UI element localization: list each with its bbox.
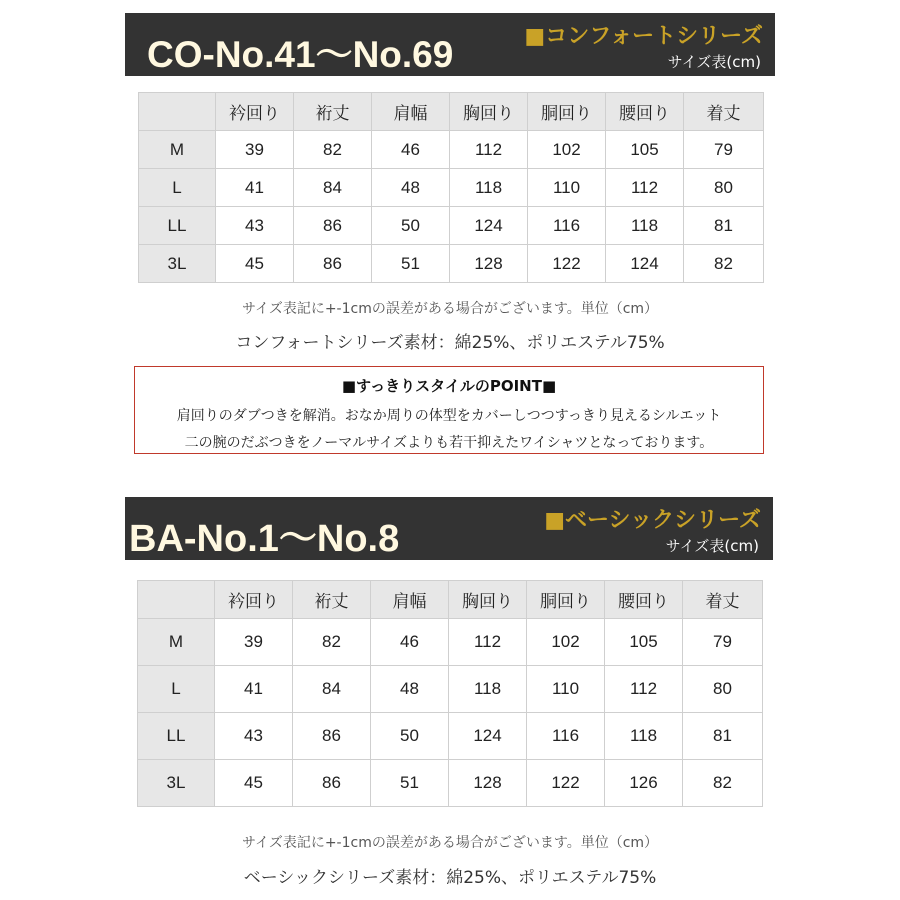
table-cell: 81 bbox=[684, 207, 764, 245]
table-row bbox=[139, 169, 764, 207]
table-cell: 102 bbox=[527, 619, 605, 666]
table-cell: 105 bbox=[605, 619, 683, 666]
table-cell: 118 bbox=[450, 169, 528, 207]
ba-header-row bbox=[138, 581, 763, 619]
table-cell: 79 bbox=[684, 131, 764, 169]
table-cell: 48 bbox=[371, 666, 449, 713]
ba-header-length: 着丈 bbox=[683, 581, 763, 619]
co-header-waist: 胴回り bbox=[528, 93, 606, 131]
table-cell: 124 bbox=[606, 245, 684, 283]
co-size-table bbox=[138, 92, 764, 283]
style-point-line-2: 二の腕のだぶつきをノーマルサイズよりも若干抑えたワイシャツとなっております。 bbox=[184, 435, 714, 451]
table-cell: 82 bbox=[684, 245, 764, 283]
table-cell: 84 bbox=[294, 169, 372, 207]
ba-series-code: BA-No.1〜No.8 bbox=[129, 518, 400, 560]
table-cell: 82 bbox=[683, 760, 763, 807]
size-label: L bbox=[138, 666, 215, 713]
table-cell: 79 bbox=[683, 619, 763, 666]
table-cell: 43 bbox=[216, 207, 294, 245]
ba-size-chart-label: サイズ表(cm) bbox=[665, 537, 759, 555]
table-cell: 50 bbox=[372, 207, 450, 245]
table-row bbox=[138, 619, 763, 666]
ba-header-waist: 胴回り bbox=[527, 581, 605, 619]
size-label: M bbox=[138, 619, 215, 666]
table-row bbox=[138, 760, 763, 807]
ba-header-corner bbox=[138, 581, 215, 619]
table-cell: 118 bbox=[606, 207, 684, 245]
size-label: LL bbox=[138, 713, 215, 760]
table-cell: 116 bbox=[527, 713, 605, 760]
size-label: 3L bbox=[138, 760, 215, 807]
co-tolerance-note: サイズ表記に+-1cmの誤差がある場合がございます。単位（cm） bbox=[241, 301, 659, 317]
table-cell: 82 bbox=[293, 619, 371, 666]
table-cell: 41 bbox=[216, 169, 294, 207]
table-row bbox=[139, 207, 764, 245]
table-cell: 86 bbox=[294, 245, 372, 283]
table-cell: 112 bbox=[450, 131, 528, 169]
table-row bbox=[139, 245, 764, 283]
table-cell: 102 bbox=[528, 131, 606, 169]
co-header-row bbox=[139, 93, 764, 131]
table-cell: 124 bbox=[450, 207, 528, 245]
table-cell: 82 bbox=[294, 131, 372, 169]
co-header-sleeve: 裄丈 bbox=[294, 93, 372, 131]
table-cell: 84 bbox=[293, 666, 371, 713]
style-point-box bbox=[134, 366, 764, 454]
table-row bbox=[138, 713, 763, 760]
table-cell: 118 bbox=[449, 666, 527, 713]
table-cell: 80 bbox=[683, 666, 763, 713]
table-cell: 112 bbox=[606, 169, 684, 207]
table-cell: 81 bbox=[683, 713, 763, 760]
ba-header-chest: 胸回り bbox=[449, 581, 527, 619]
ba-size-table bbox=[137, 580, 763, 807]
style-point-title: ■すっきりスタイルのPOINT■ bbox=[341, 377, 557, 395]
co-header-hip: 腰回り bbox=[606, 93, 684, 131]
table-cell: 46 bbox=[372, 131, 450, 169]
co-header-collar: 衿回り bbox=[216, 93, 294, 131]
size-label: LL bbox=[139, 207, 216, 245]
table-cell: 51 bbox=[372, 245, 450, 283]
table-cell: 50 bbox=[371, 713, 449, 760]
co-size-chart-label: サイズ表(cm) bbox=[667, 53, 761, 71]
table-cell: 128 bbox=[450, 245, 528, 283]
table-cell: 110 bbox=[527, 666, 605, 713]
co-header-length: 着丈 bbox=[684, 93, 764, 131]
table-cell: 110 bbox=[528, 169, 606, 207]
co-header-corner bbox=[139, 93, 216, 131]
table-cell: 43 bbox=[215, 713, 293, 760]
table-row bbox=[139, 131, 764, 169]
table-cell: 80 bbox=[684, 169, 764, 207]
table-cell: 128 bbox=[449, 760, 527, 807]
table-cell: 51 bbox=[371, 760, 449, 807]
co-series-code: CO-No.41〜No.69 bbox=[147, 34, 454, 75]
co-header-shoulder: 肩幅 bbox=[372, 93, 450, 131]
table-cell: 118 bbox=[605, 713, 683, 760]
table-cell: 124 bbox=[449, 713, 527, 760]
size-label: M bbox=[139, 131, 216, 169]
table-cell: 112 bbox=[449, 619, 527, 666]
table-cell: 45 bbox=[215, 760, 293, 807]
table-row bbox=[138, 666, 763, 713]
size-label: 3L bbox=[139, 245, 216, 283]
table-cell: 112 bbox=[605, 666, 683, 713]
table-cell: 105 bbox=[606, 131, 684, 169]
co-header-chest: 胸回り bbox=[450, 93, 528, 131]
table-cell: 86 bbox=[293, 760, 371, 807]
ba-header-sleeve: 裄丈 bbox=[293, 581, 371, 619]
table-cell: 46 bbox=[371, 619, 449, 666]
ba-series-name: ■ベーシックシリーズ bbox=[544, 508, 761, 533]
table-cell: 126 bbox=[605, 760, 683, 807]
table-cell: 48 bbox=[372, 169, 450, 207]
table-cell: 122 bbox=[527, 760, 605, 807]
co-series-name: ■コンフォートシリーズ bbox=[524, 24, 763, 49]
table-cell: 116 bbox=[528, 207, 606, 245]
co-material-note: コンフォートシリーズ素材：綿25%、ポリエステル75% bbox=[235, 333, 665, 353]
ba-material-note: ベーシックシリーズ素材：綿25%、ポリエステル75% bbox=[243, 868, 657, 888]
ba-header-hip: 腰回り bbox=[605, 581, 683, 619]
ba-series-banner bbox=[125, 497, 773, 560]
table-cell: 45 bbox=[216, 245, 294, 283]
table-cell: 41 bbox=[215, 666, 293, 713]
table-cell: 39 bbox=[216, 131, 294, 169]
style-point-line-1: 肩回りのダブつきを解消。おなか周りの体型をカバーしつつすっきり見えるシルエット bbox=[176, 408, 722, 424]
table-cell: 86 bbox=[294, 207, 372, 245]
ba-header-shoulder: 肩幅 bbox=[371, 581, 449, 619]
table-cell: 86 bbox=[293, 713, 371, 760]
table-cell: 39 bbox=[215, 619, 293, 666]
ba-header-collar: 衿回り bbox=[215, 581, 293, 619]
co-series-banner bbox=[125, 13, 775, 76]
ba-tolerance-note: サイズ表記に+-1cmの誤差がある場合がございます。単位（cm） bbox=[241, 835, 659, 851]
size-label: L bbox=[139, 169, 216, 207]
table-cell: 122 bbox=[528, 245, 606, 283]
